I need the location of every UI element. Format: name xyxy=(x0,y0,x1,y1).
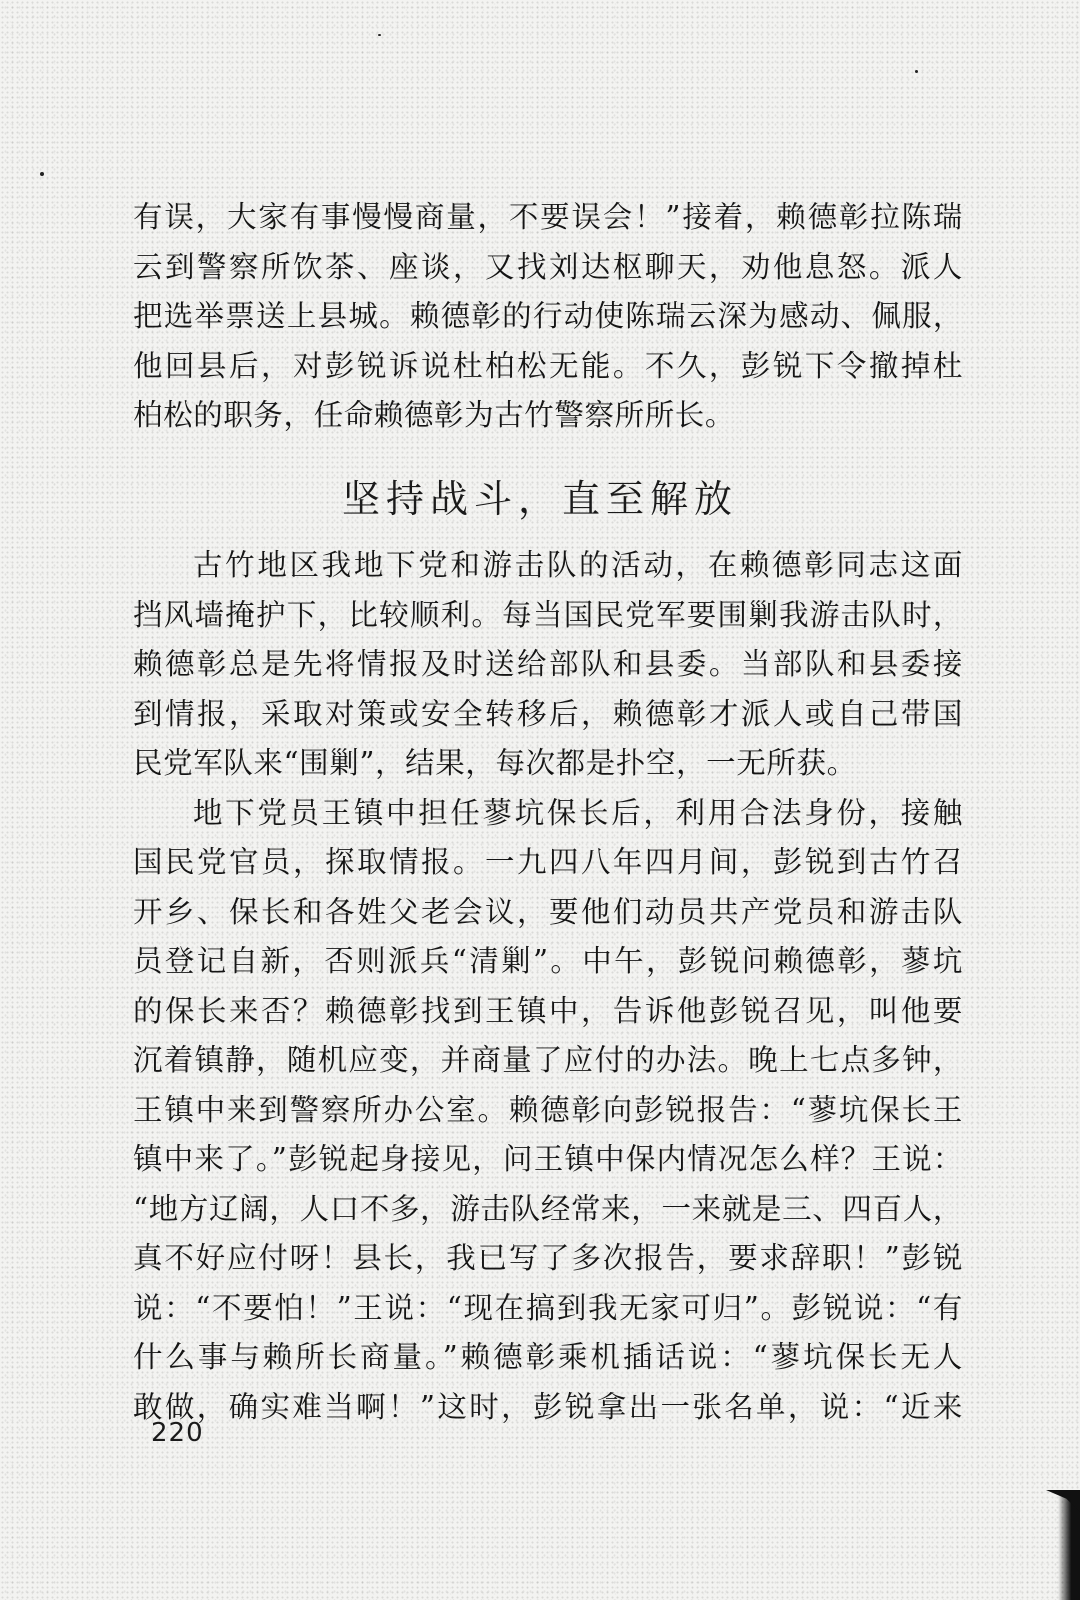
text-line: 地下党员王镇中担任蓼坑保长后，利用合法身份，接触 xyxy=(193,795,963,830)
text-line: 把选举票送上县城。赖德彰的行动使陈瑞云深为感动、佩服， xyxy=(133,299,963,333)
text-line: 云到警察所饮茶、座谈，又找刘达枢聊天，劝他息怒。派人 xyxy=(133,249,963,284)
text-line: 开乡、保长和各姓父老会议，要他们动员共产党员和游击队 xyxy=(133,894,963,929)
section-title: 坚持战斗，直至解放 xyxy=(341,477,738,521)
text-line: 的保长来否？赖德彰找到王镇中，告诉他彭锐召见，叫他要 xyxy=(133,993,963,1028)
text-line: 到情报，采取对策或安全转移后，赖德彰才派人或自己带国 xyxy=(133,696,963,731)
body-text xyxy=(133,541,963,1432)
intro-paragraph xyxy=(133,193,963,441)
text-line: 什么事与赖所长商量。”赖德彰乘机插话说：“蓼坑保长无人 xyxy=(133,1340,963,1374)
text-line: 柏松的职务，任命赖德彰为古竹警察所所长。 xyxy=(133,398,736,432)
text-line: 有误，大家有事慢慢商量，不要误会！”接着，赖德彰拉陈瑞 xyxy=(133,200,963,234)
text-line: 赖德彰总是先将情报及时送给部队和县委。当部队和县委接 xyxy=(133,647,963,681)
text-line: 说：“不要怕！”王说：“现在搞到我无家可归”。彭锐说：“有 xyxy=(133,1290,963,1325)
scan-speck xyxy=(40,172,44,176)
text-line: 镇中来了。”彭锐起身接见，问王镇中保内情况怎么样？王说： xyxy=(133,1142,963,1176)
page-number: 220 xyxy=(151,1418,204,1448)
text-line: 真不好应付呀！县长，我已写了多次报告，要求辞职！”彭锐 xyxy=(133,1241,963,1275)
text-line: 敢做，确实难当啊！”这时，彭锐拿出一张名单，说：“近来 xyxy=(133,1389,963,1424)
text-line: 员登记自新，否则派兵“清剿”。中午，彭锐问赖德彰，蓼坑 xyxy=(133,944,963,978)
text-line: 国民党官员，探取情报。一九四八年四月间，彭锐到古竹召 xyxy=(133,845,963,879)
text-line: 民党军队来“围剿”，结果，每次都是扑空，一无所获。 xyxy=(133,746,857,780)
text-line: “地方辽阔，人口不多，游击队经常来，一来就是三、四百人， xyxy=(133,1191,963,1226)
text-line: 沉着镇静，随机应变，并商量了应付的办法。晚上七点多钟， xyxy=(133,1043,963,1077)
text-line: 古竹地区我地下党和游击队的活动，在赖德彰同志这面 xyxy=(193,548,963,582)
text-line: 他回县后，对彭锐诉说杜柏松无能。不久，彭锐下令撤掉杜 xyxy=(133,348,963,383)
scan-speck xyxy=(378,34,381,36)
scan-speck xyxy=(915,70,918,73)
text-line: 挡风墙掩护下，比较顺利。每当国民党军要围剿我游击队时， xyxy=(133,597,963,632)
text-line: 王镇中来到警察所办公室。赖德彰向彭锐报告：“蓼坑保长王 xyxy=(133,1092,963,1127)
